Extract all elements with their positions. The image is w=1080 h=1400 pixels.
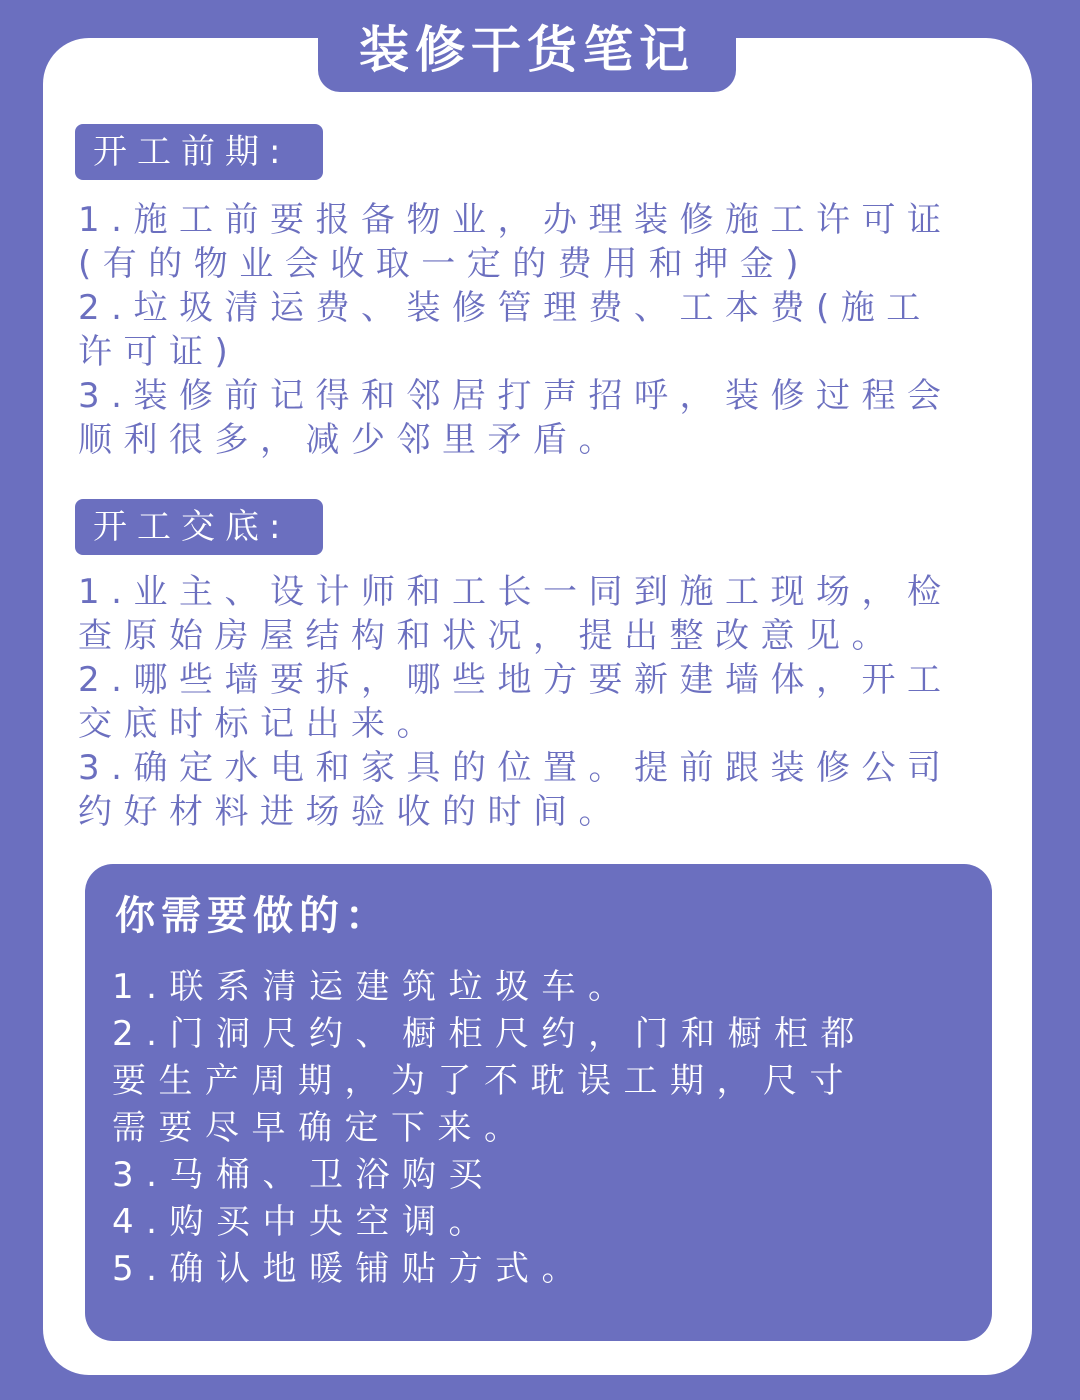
todo-title: 你需要做的： bbox=[115, 893, 391, 939]
section-text-handover: 1.业主、设计师和工长一同到施工现场，检 查原始房屋结构和状况，提出整改意见。 2.哪些墙要拆，哪些地方要新建墙体，开工 交底时标记出来。 3.确定水电和家具的位置。提前跟装修公司 约好材料进场验收的时间。 bbox=[78, 572, 953, 832]
page-title: 装修干货笔记 bbox=[359, 21, 695, 79]
todo-list: 1.联系清运建筑垃圾车。 2.门洞尺约、橱柜尺约，门和橱柜都 要生产周期，为了不耽误工期，尺寸 需要尽早确定下来。 3.马桶、卫浴购买 4.购买中央空调。 5.确认地暖铺贴方式。 bbox=[112, 967, 867, 1289]
todo-box bbox=[85, 864, 992, 1341]
section-label-before-start: 开工前期: bbox=[75, 124, 323, 180]
title-tab bbox=[318, 0, 736, 92]
section-text-before-start: 1.施工前要报备物业，办理装修施工许可证 (有的物业会收取一定的费用和押金) 2.垃圾清运费、装修管理费、工本费(施工 许可证) 3.装修前记得和邻居打声招呼，装修过程会 顺利很多，减少邻里矛盾。 bbox=[78, 200, 953, 460]
section-label-handover: 开工交底: bbox=[75, 499, 323, 555]
